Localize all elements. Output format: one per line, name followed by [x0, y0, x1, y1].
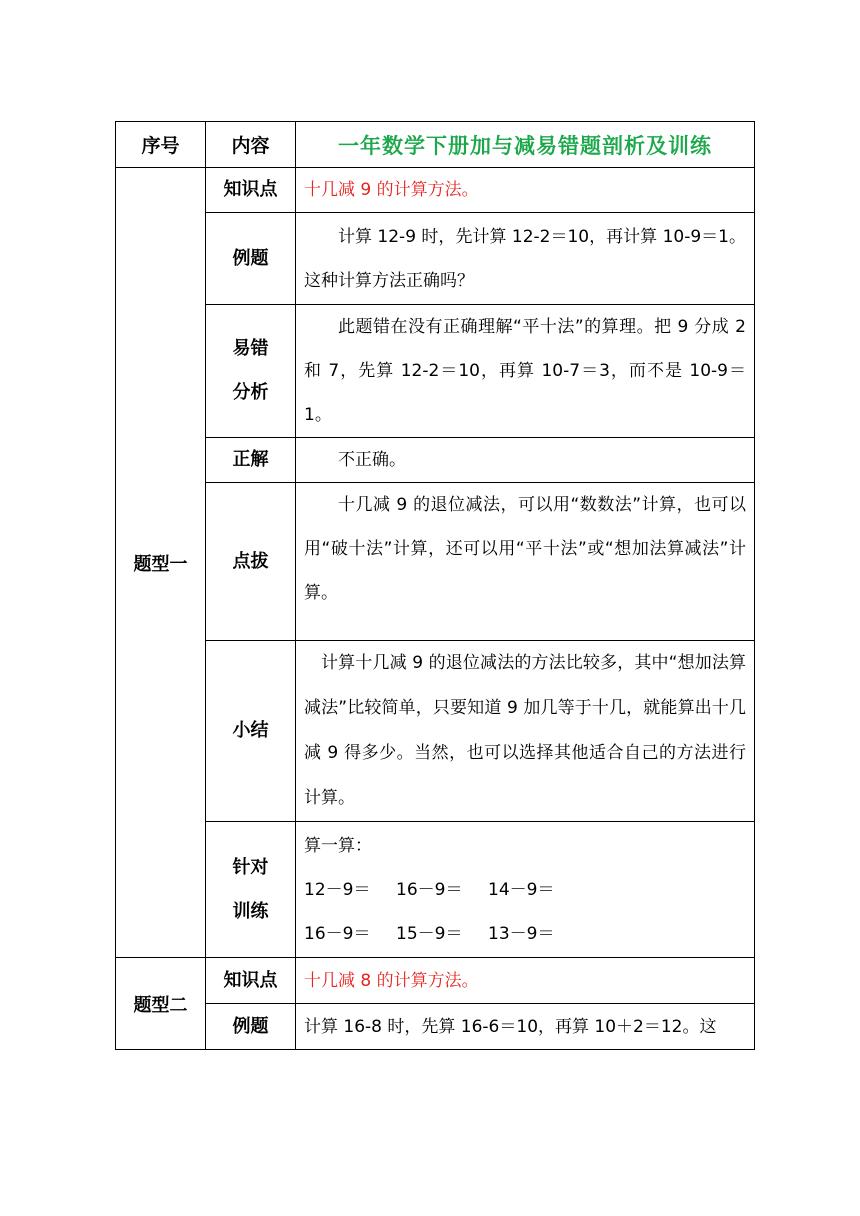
- type1-analysis-row: [116, 305, 755, 438]
- type2-knowledge-text: 十几减 8 的计算方法。: [296, 958, 755, 1004]
- practice-item: 15－9＝: [396, 923, 463, 944]
- type1-knowledge-row: [116, 168, 755, 213]
- type1-practice-row: [116, 822, 755, 958]
- header-content: 内容: [206, 122, 296, 168]
- practice-row-1: [304, 868, 746, 912]
- practice-item: 16－9＝: [304, 923, 371, 944]
- header-row: [116, 122, 755, 168]
- knowledge-text: 十几减 9 的计算方法。: [296, 168, 755, 213]
- type1-answer-row: [116, 438, 755, 483]
- analysis-text: 此题错在没有正确理解“平十法”的算理。把 9 分成 2 和 7，先算 12-2＝10，再算 10-7＝3，而不是 10-9＝1。: [296, 305, 755, 438]
- practice-item: 14－9＝: [488, 879, 555, 900]
- practice-label-line1: 针对: [232, 856, 269, 878]
- type1-example-row: [116, 213, 755, 305]
- practice-label: [206, 822, 296, 958]
- type1-hint-row: [116, 483, 755, 641]
- analysis-label-line2: 分析: [232, 382, 269, 403]
- type2-label: 题型二: [116, 958, 206, 1050]
- answer-text: 不正确。: [296, 438, 755, 483]
- type1-summary-row: [116, 641, 755, 822]
- practice-item: 16－9＝: [396, 879, 463, 900]
- practice-text: [296, 822, 755, 958]
- exercise-table: [115, 121, 755, 1050]
- header-index: 序号: [116, 122, 206, 168]
- knowledge-label: 知识点: [206, 168, 296, 213]
- practice-item: 12－9＝: [304, 879, 371, 900]
- practice-intro: 算一算：: [304, 835, 372, 856]
- practice-label-line2: 训练: [232, 900, 269, 922]
- practice-item: 13－9＝: [488, 923, 555, 944]
- example-text: 计算 12-9 时，先计算 12-2＝10，再计算 10-9＝1。这种计算方法正确吗？: [296, 213, 755, 305]
- type2-example-label: 例题: [206, 1004, 296, 1050]
- answer-label: 正解: [206, 438, 296, 483]
- summary-label: 小结: [206, 641, 296, 822]
- type2-knowledge-row: [116, 958, 755, 1004]
- type2-knowledge-label: 知识点: [206, 958, 296, 1004]
- example-label: 例题: [206, 213, 296, 305]
- summary-text: 计算十几减 9 的退位减法的方法比较多，其中“想加法算减法”比较简单，只要知道 9 加几等于十几，就能算出十几减 9 得多少。当然，也可以选择其他适合自己的方法进行计算。: [296, 641, 755, 822]
- page-title: 一年数学下册加与减易错题剖析及训练: [296, 122, 755, 168]
- analysis-label: [206, 305, 296, 438]
- practice-row-2: [304, 912, 746, 956]
- type1-label: 题型一: [116, 168, 206, 958]
- hint-label: 点拔: [206, 483, 296, 641]
- type2-example-text: 计算 16-8 时，先算 16-6＝10，再算 10＋2＝12。这: [296, 1004, 755, 1050]
- analysis-label-line1: 易错: [232, 338, 269, 359]
- type2-example-row: [116, 1004, 755, 1050]
- hint-text: 十几减 9 的退位减法，可以用“数数法”计算，也可以用“破十法”计算，还可以用“平十法”或“想加法算减法”计算。: [296, 483, 755, 641]
